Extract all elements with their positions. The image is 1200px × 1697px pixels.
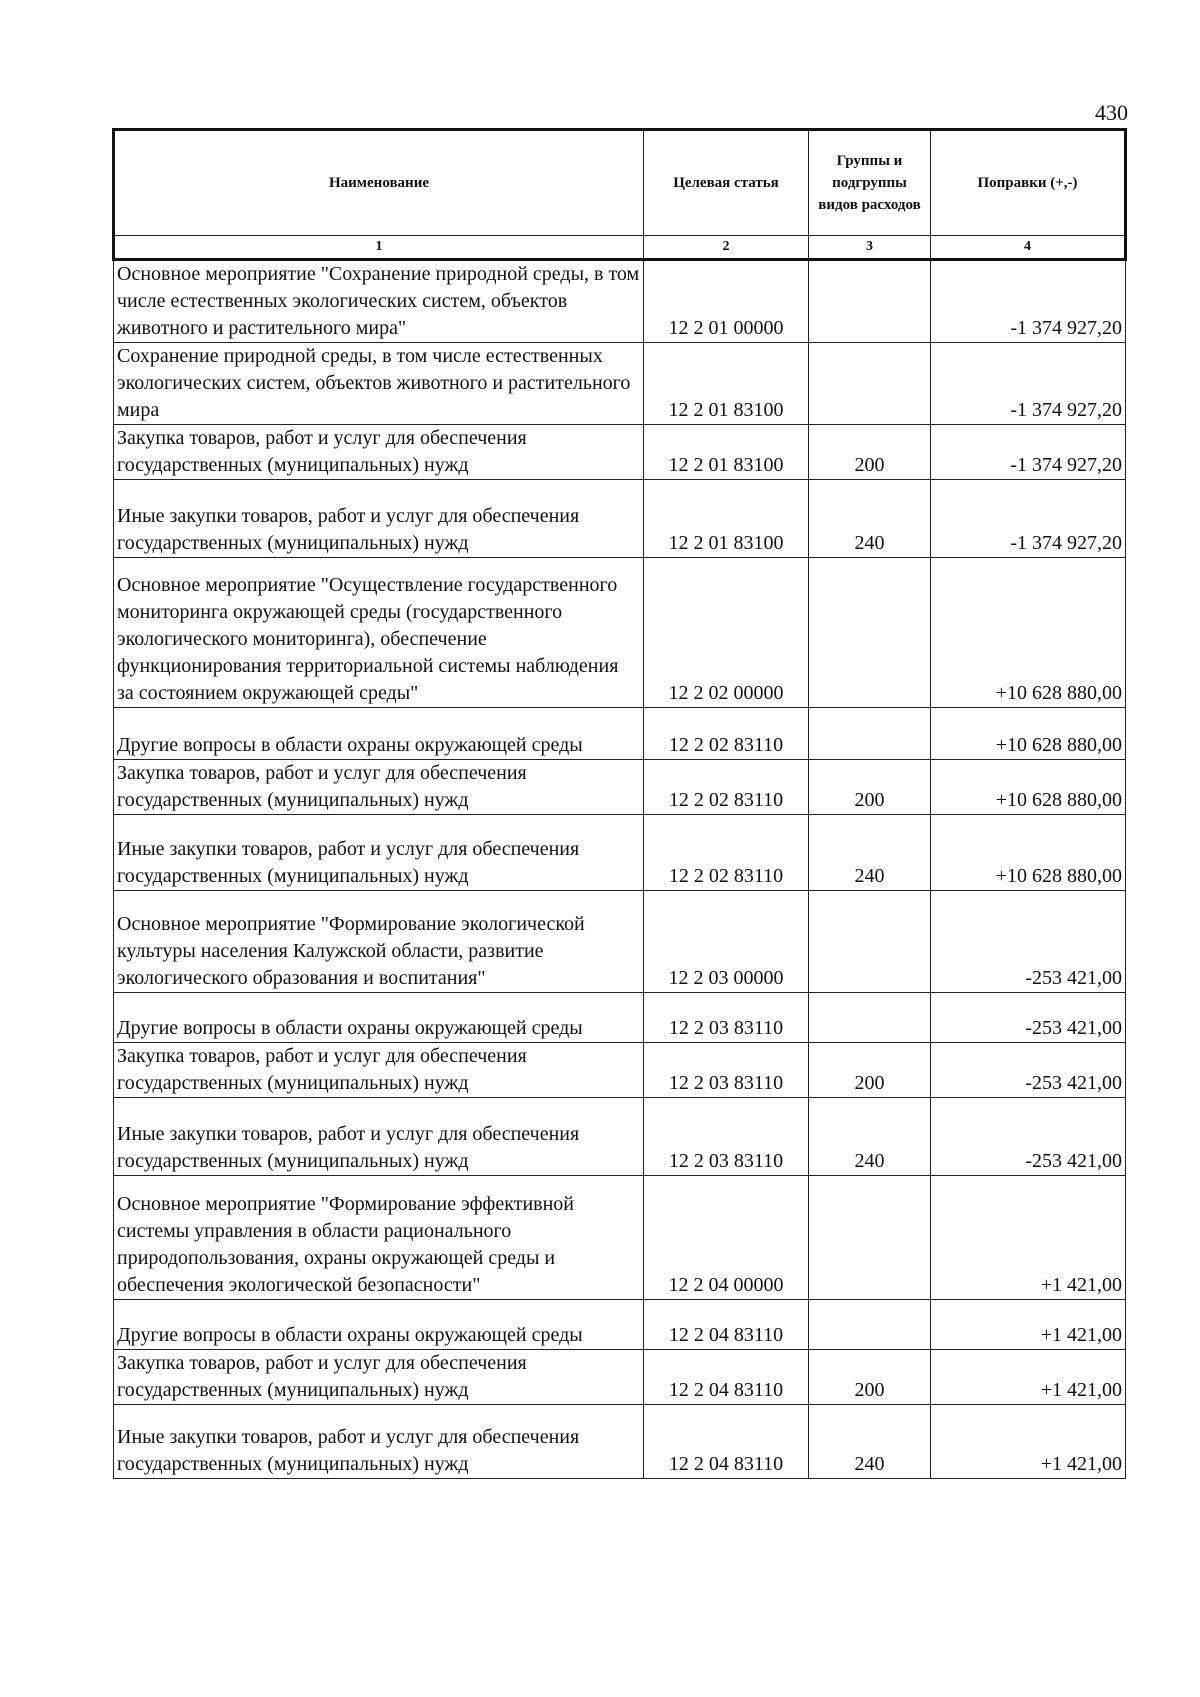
row-target-article-cell: 12 2 01 83100 (644, 480, 809, 558)
column-number-2: 2 (644, 236, 809, 260)
column-number-4: 4 (931, 236, 1126, 260)
row-target-article-cell: 12 2 04 83110 (644, 1405, 809, 1479)
table-row (114, 343, 1126, 425)
row-target-article-cell: 12 2 03 00000 (644, 891, 809, 993)
table-row (114, 1098, 1126, 1176)
row-name-cell: Иные закупки товаров, работ и услуг для обеспечения государственных (муниципальных) нужд (114, 815, 644, 891)
row-amendment-cell: -253 421,00 (931, 1098, 1126, 1176)
row-amendment-cell: -1 374 927,20 (931, 260, 1126, 343)
row-amendment-cell: +10 628 880,00 (931, 760, 1126, 815)
row-target-article-cell: 12 2 01 83100 (644, 425, 809, 480)
header-name: Наименование (114, 130, 644, 236)
row-name-cell: Другие вопросы в области охраны окружающей среды (114, 1300, 644, 1350)
row-expense-group-cell (809, 558, 931, 708)
row-target-article-cell: 12 2 02 83110 (644, 815, 809, 891)
row-target-article-cell: 12 2 03 83110 (644, 993, 809, 1043)
table-row (114, 425, 1126, 480)
column-number-1: 1 (114, 236, 644, 260)
header-amendments: Поправки (+,-) (931, 130, 1126, 236)
row-amendment-cell: -253 421,00 (931, 993, 1126, 1043)
row-expense-group-cell: 200 (809, 1043, 931, 1098)
row-name-cell: Основное мероприятие "Сохранение природной среды, в том числе естественных экологических систем, объектов животного и растительного мира" (114, 260, 644, 343)
table-row (114, 708, 1126, 760)
row-amendment-cell: +10 628 880,00 (931, 558, 1126, 708)
row-expense-group-cell (809, 1300, 931, 1350)
row-name-cell: Основное мероприятие "Осуществление государственного мониторинга окружающей среды (государственного экологического мониторинга), обеспечение функционирования территориальной системы наблюдения за состоянием окружающей среды" (114, 558, 644, 708)
row-name-cell: Закупка товаров, работ и услуг для обеспечения государственных (муниципальных) нужд (114, 425, 644, 480)
table-row (114, 1176, 1126, 1300)
row-target-article-cell: 12 2 01 83100 (644, 343, 809, 425)
table-row (114, 558, 1126, 708)
table-row (114, 760, 1126, 815)
table-body (114, 260, 1126, 1479)
row-amendment-cell: -253 421,00 (931, 1043, 1126, 1098)
table-row (114, 993, 1126, 1043)
row-amendment-cell: -1 374 927,20 (931, 343, 1126, 425)
row-expense-group-cell (809, 891, 931, 993)
row-name-cell: Основное мероприятие "Формирование экологической культуры населения Калужской области, развитие экологического образования и воспитания" (114, 891, 644, 993)
row-expense-group-cell: 240 (809, 480, 931, 558)
table-row (114, 1300, 1126, 1350)
row-expense-group-cell: 200 (809, 760, 931, 815)
row-expense-group-cell: 240 (809, 815, 931, 891)
row-target-article-cell: 12 2 02 00000 (644, 558, 809, 708)
row-name-cell: Закупка товаров, работ и услуг для обеспечения государственных (муниципальных) нужд (114, 760, 644, 815)
row-name-cell: Закупка товаров, работ и услуг для обеспечения государственных (муниципальных) нужд (114, 1350, 644, 1405)
row-expense-group-cell: 240 (809, 1098, 931, 1176)
row-amendment-cell: +10 628 880,00 (931, 708, 1126, 760)
row-amendment-cell: +1 421,00 (931, 1300, 1126, 1350)
row-target-article-cell: 12 2 02 83110 (644, 708, 809, 760)
row-expense-group-cell (809, 993, 931, 1043)
row-target-article-cell: 12 2 04 83110 (644, 1300, 809, 1350)
row-name-cell: Закупка товаров, работ и услуг для обеспечения государственных (муниципальных) нужд (114, 1043, 644, 1098)
row-target-article-cell: 12 2 03 83110 (644, 1043, 809, 1098)
row-expense-group-cell: 200 (809, 1350, 931, 1405)
row-target-article-cell: 12 2 04 83110 (644, 1350, 809, 1405)
row-name-cell: Иные закупки товаров, работ и услуг для обеспечения государственных (муниципальных) нужд (114, 1405, 644, 1479)
row-name-cell: Сохранение природной среды, в том числе естественных экологических систем, объектов животного и растительного мира (114, 343, 644, 425)
row-amendment-cell: +10 628 880,00 (931, 815, 1126, 891)
table-row (114, 815, 1126, 891)
header-target-article: Целевая статья (644, 130, 809, 236)
header-expense-groups: Группы и подгруппы видов расходов (809, 130, 931, 236)
row-expense-group-cell (809, 1176, 931, 1300)
row-name-cell: Другие вопросы в области охраны окружающей среды (114, 708, 644, 760)
row-target-article-cell: 12 2 04 00000 (644, 1176, 809, 1300)
table-row (114, 1405, 1126, 1479)
row-target-article-cell: 12 2 01 00000 (644, 260, 809, 343)
row-amendment-cell: -1 374 927,20 (931, 425, 1126, 480)
row-expense-group-cell (809, 260, 931, 343)
column-number-3: 3 (809, 236, 931, 260)
row-expense-group-cell: 200 (809, 425, 931, 480)
table-row (114, 260, 1126, 343)
table-row (114, 891, 1126, 993)
row-expense-group-cell (809, 708, 931, 760)
row-amendment-cell: +1 421,00 (931, 1350, 1126, 1405)
row-name-cell: Основное мероприятие "Формирование эффективной системы управления в области рационального природопользования, охраны окружающей среды и обеспечения экологической безопасности" (114, 1176, 644, 1300)
row-name-cell: Иные закупки товаров, работ и услуг для обеспечения государственных (муниципальных) нужд (114, 480, 644, 558)
table-row (114, 1043, 1126, 1098)
row-target-article-cell: 12 2 03 83110 (644, 1098, 809, 1176)
row-amendment-cell: +1 421,00 (931, 1176, 1126, 1300)
budget-amendments-table (112, 128, 1127, 1479)
row-amendment-cell: -253 421,00 (931, 891, 1126, 993)
row-expense-group-cell (809, 343, 931, 425)
table-row (114, 1350, 1126, 1405)
row-name-cell: Другие вопросы в области охраны окружающей среды (114, 993, 644, 1043)
row-amendment-cell: -1 374 927,20 (931, 480, 1126, 558)
row-target-article-cell: 12 2 02 83110 (644, 760, 809, 815)
row-name-cell: Иные закупки товаров, работ и услуг для обеспечения государственных (муниципальных) нужд (114, 1098, 644, 1176)
page-number: 430 (1095, 100, 1128, 125)
table-row (114, 480, 1126, 558)
row-expense-group-cell: 240 (809, 1405, 931, 1479)
row-amendment-cell: +1 421,00 (931, 1405, 1126, 1479)
